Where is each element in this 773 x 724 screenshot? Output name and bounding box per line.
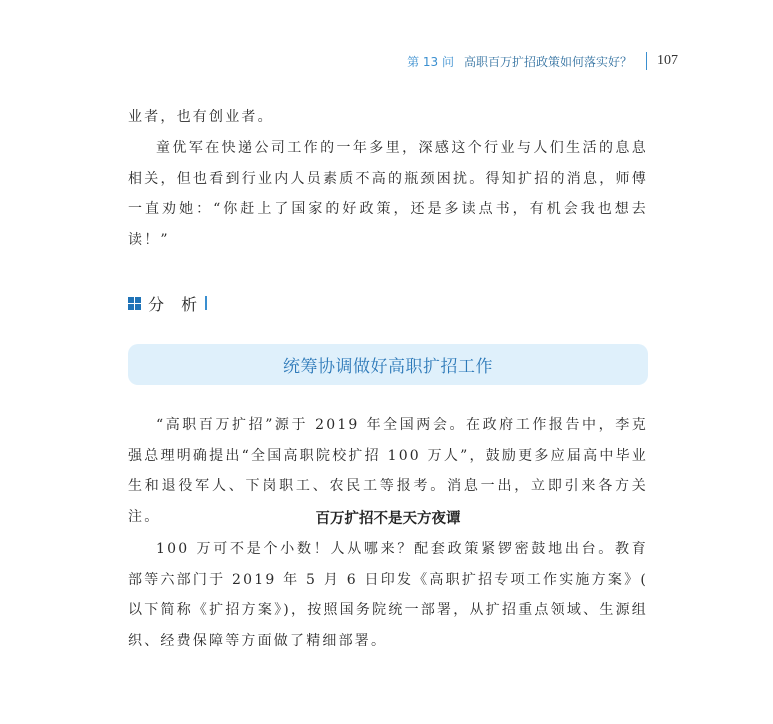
header-divider (646, 52, 647, 70)
header-title: 高职百万扩招政策如何落实好？ (463, 54, 632, 69)
header-chapter: 第 13 问 (407, 54, 454, 69)
running-header (407, 52, 678, 70)
subheading: 百万扩招不是天方夜谭 (315, 511, 461, 527)
section-heading (128, 292, 207, 314)
paragraph-policy: 100 万可不是个小数！人从哪来？配套政策紧锣密鼓地出台。教育部等六部门于 2019 年 5 月 6 日印发《高职扩招专项工作实施方案》( 以下简称《扩招方案》)，按照国务院统一部署，从扩招重点领域、生源组织、经费保障等方面做了精细部署。 (128, 541, 648, 649)
paragraph-story: 童优军在快递公司工作的一年多里，深感这个行业与人们生活的息息相关，但也看到行业内人员素质不高的瓶颈困扰。得知扩招的消息，师傅一直劝她：“你赶上了国家的好政策，还是多读点书，有机会我也想去读！” (128, 140, 648, 248)
page-number: 107 (657, 53, 678, 68)
section-label: 分 析 (148, 294, 204, 314)
paragraph-origin: “高职百万扩招”源于 2019 年全国两会。在政府工作报告中，李克强总理明确提出“全国高职院校扩招 100 万人”，鼓励更多应届高中毕业生和退役军人、下岗职工、农民工等报考。消息一出，立即引来各方关注。 (128, 417, 648, 525)
paragraph-continuation: 业者，也有创业者。 (128, 109, 274, 125)
section-bar (205, 296, 207, 310)
grid-icon (128, 297, 141, 310)
analysis-banner (128, 344, 648, 385)
banner-title: 统筹协调做好高职扩招工作 (283, 357, 493, 377)
